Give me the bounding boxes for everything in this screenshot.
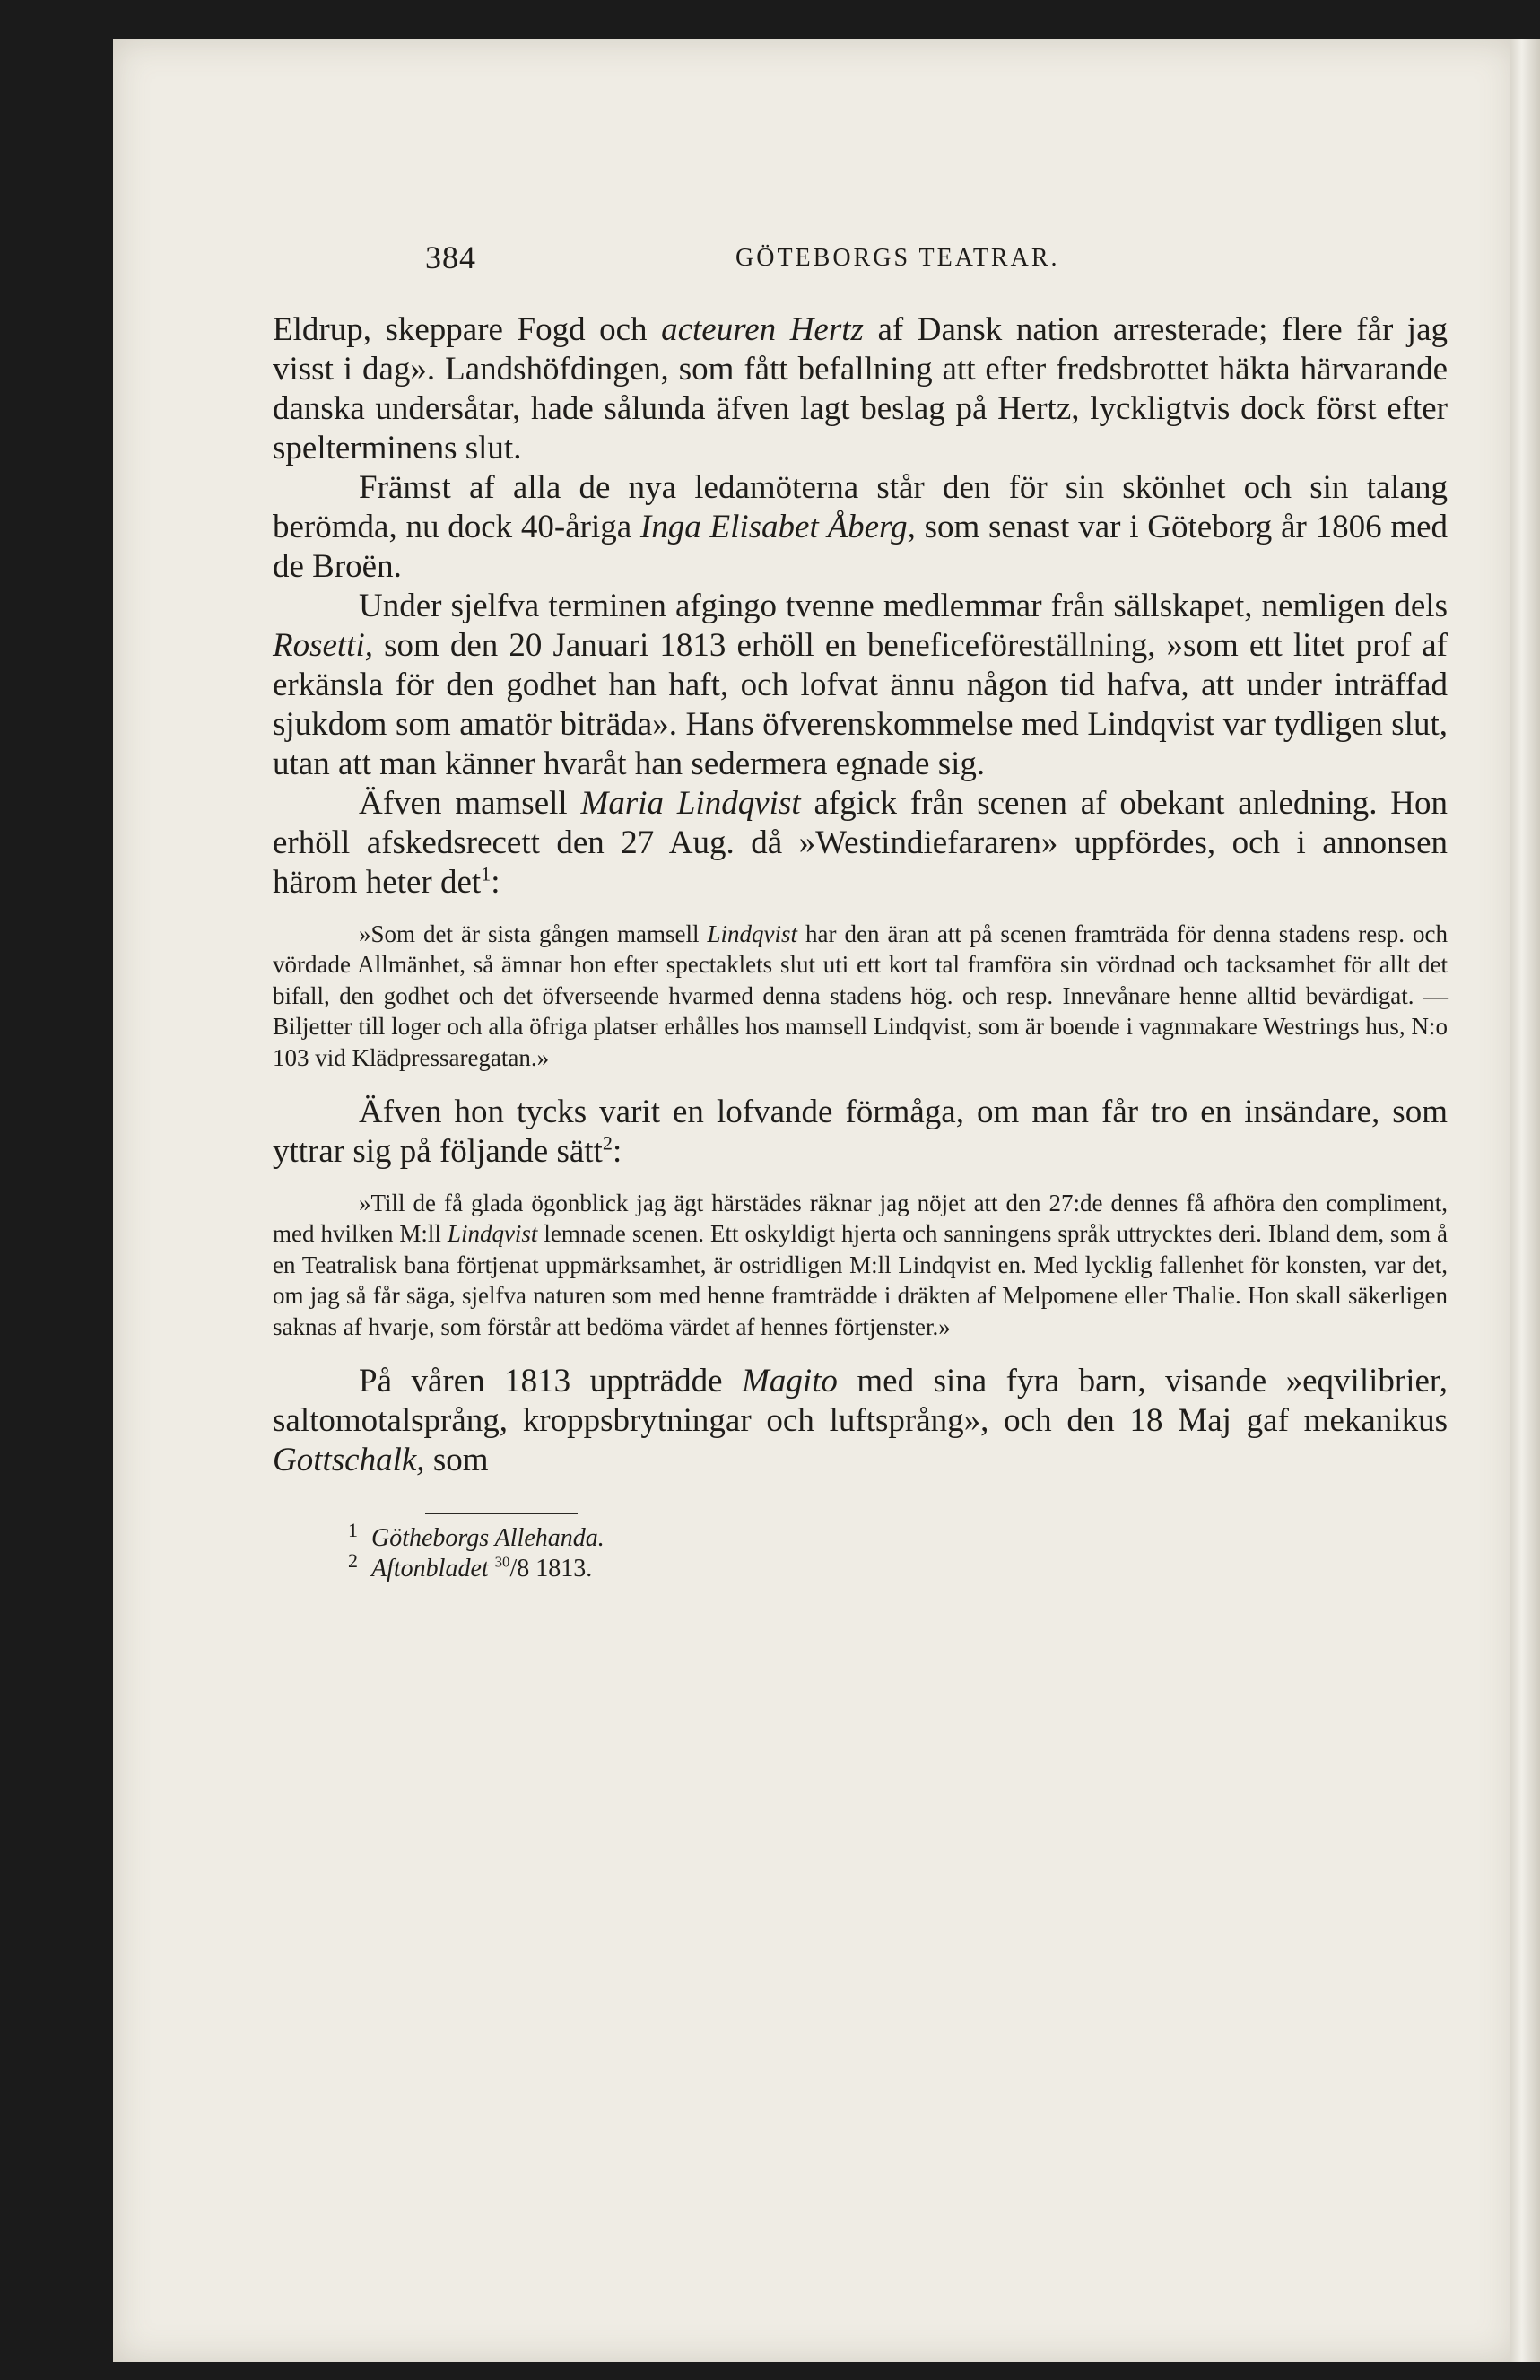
paragraph: Äfven hon tycks varit en lofvande förmåga, om man får tro en insändare, som yttrar sig på följande sätt$^2$: — [273, 1094, 1448, 1171]
page-content — [273, 199, 1448, 1584]
footnote: 1 Götheborgs Allehanda. — [348, 1518, 605, 1553]
page-number: 384 — [425, 240, 476, 275]
paragraph: På våren 1813 uppträdde Magito med sina fyra barn, visande »eqvilibrier, saltomotalsprång, kroppsbrytningar och luftsprång», och den 18 Maj gaf mekanikus Gottschalk, som — [273, 1363, 1449, 1479]
footnote-ref: 1 — [481, 862, 492, 885]
footnote-ref: 2 — [602, 1131, 613, 1155]
body-text — [273, 310, 1448, 1480]
running-title: GÖTEBORGS TEATRAR. — [735, 244, 1060, 272]
paragraph: Under sjelfva terminen afgingo tvenne medlemmar från sällskapet, nemligen dels Rosetti, som den 20 Januari 1813 erhöll en beneficeföreställning, »som ett litet prof af erkänsla för den godhet han haft, och lofvat ännu någon tid hafva, att under inträffad sjukdom som amatör biträda». Hans öfverenskommelse med Lindqvist var tydligen slut, utan att man känner hvaråt han sedermera egnade sig. — [273, 588, 1448, 782]
block-quote: »Till de få glada ögonblick jag ägt härstädes räknar jag nöjet att den 27:de dennes få afhöra den compliment, med hvilken M:ll Lindqvist lemnade scenen. Ett oskyldigt hjerta och sanningens språk uttrycktes deri. Ibland dem, som å en Teatralisk bana förtjenat uppmärksamhet, är ostridligen M:ll Lindqvist en. Med lycklig fallenhet för konsten, var det, om jag så får säga, sjelfva naturen som med henne framträdde i dräkten af Melpomene eller Thalie. Hon skall säkerligen saknas af hvarje, som förstår att bedöma värdet af hennes förtjenster.» — [273, 1190, 1449, 1340]
paragraph: Främst af alla de nya ledamöterna står den för sin skönhet och sin talang berömda, nu dock 40-åriga Inga Elisabet Åberg, som senast var i Göteborg år 1806 med de Broën. — [273, 469, 1449, 585]
footnote: 2 Aftonbladet $^{30}$/8 1813. — [348, 1548, 593, 1583]
running-header — [273, 199, 1448, 275]
footnotes — [273, 1518, 1448, 1584]
footnote-rule — [425, 1513, 578, 1514]
block-quote: »Som det är sista gången mamsell Lindqvist har den äran att på scenen framträda för denna stadens resp. och vördade Allmänhet, så ämnar hon efter spectaklets slut uti ett kort tal framföra sin vördnad och tacksamhet för allt det bifall, den godhet och det öfverseende hvarmed denna stadens hög. och resp. Innevånare henne alltid bevärdigat. — Biljetter till loger och alla öfriga platser erhålles hos mamsell Lindqvist, som är boende i vagnmakare Westrings hus, N:o 103 vid Klädpressaregatan.» — [273, 920, 1449, 1071]
book-spine-edge — [1510, 39, 1540, 2362]
paragraph: Äfven mamsell Maria Lindqvist afgick från scenen af obekant anledning. Hon erhöll afskedsrecett den 27 Aug. då »Westindiefararen» uppfördes, och i annonsen härom heter $\det^1$: — [273, 785, 1449, 901]
paragraph: Eldrup, skeppare Fogd och acteuren Hertz af Dansk nation arresterade; flere får jag visst i dag». Landshöfdingen, som fått befallning att efter fredsbrottet häkta härvarande danska undersåtar, hade sålunda äfven lagt beslag på Hertz, lyckligtvis dock först efter spelterminens slut. — [273, 311, 1449, 466]
